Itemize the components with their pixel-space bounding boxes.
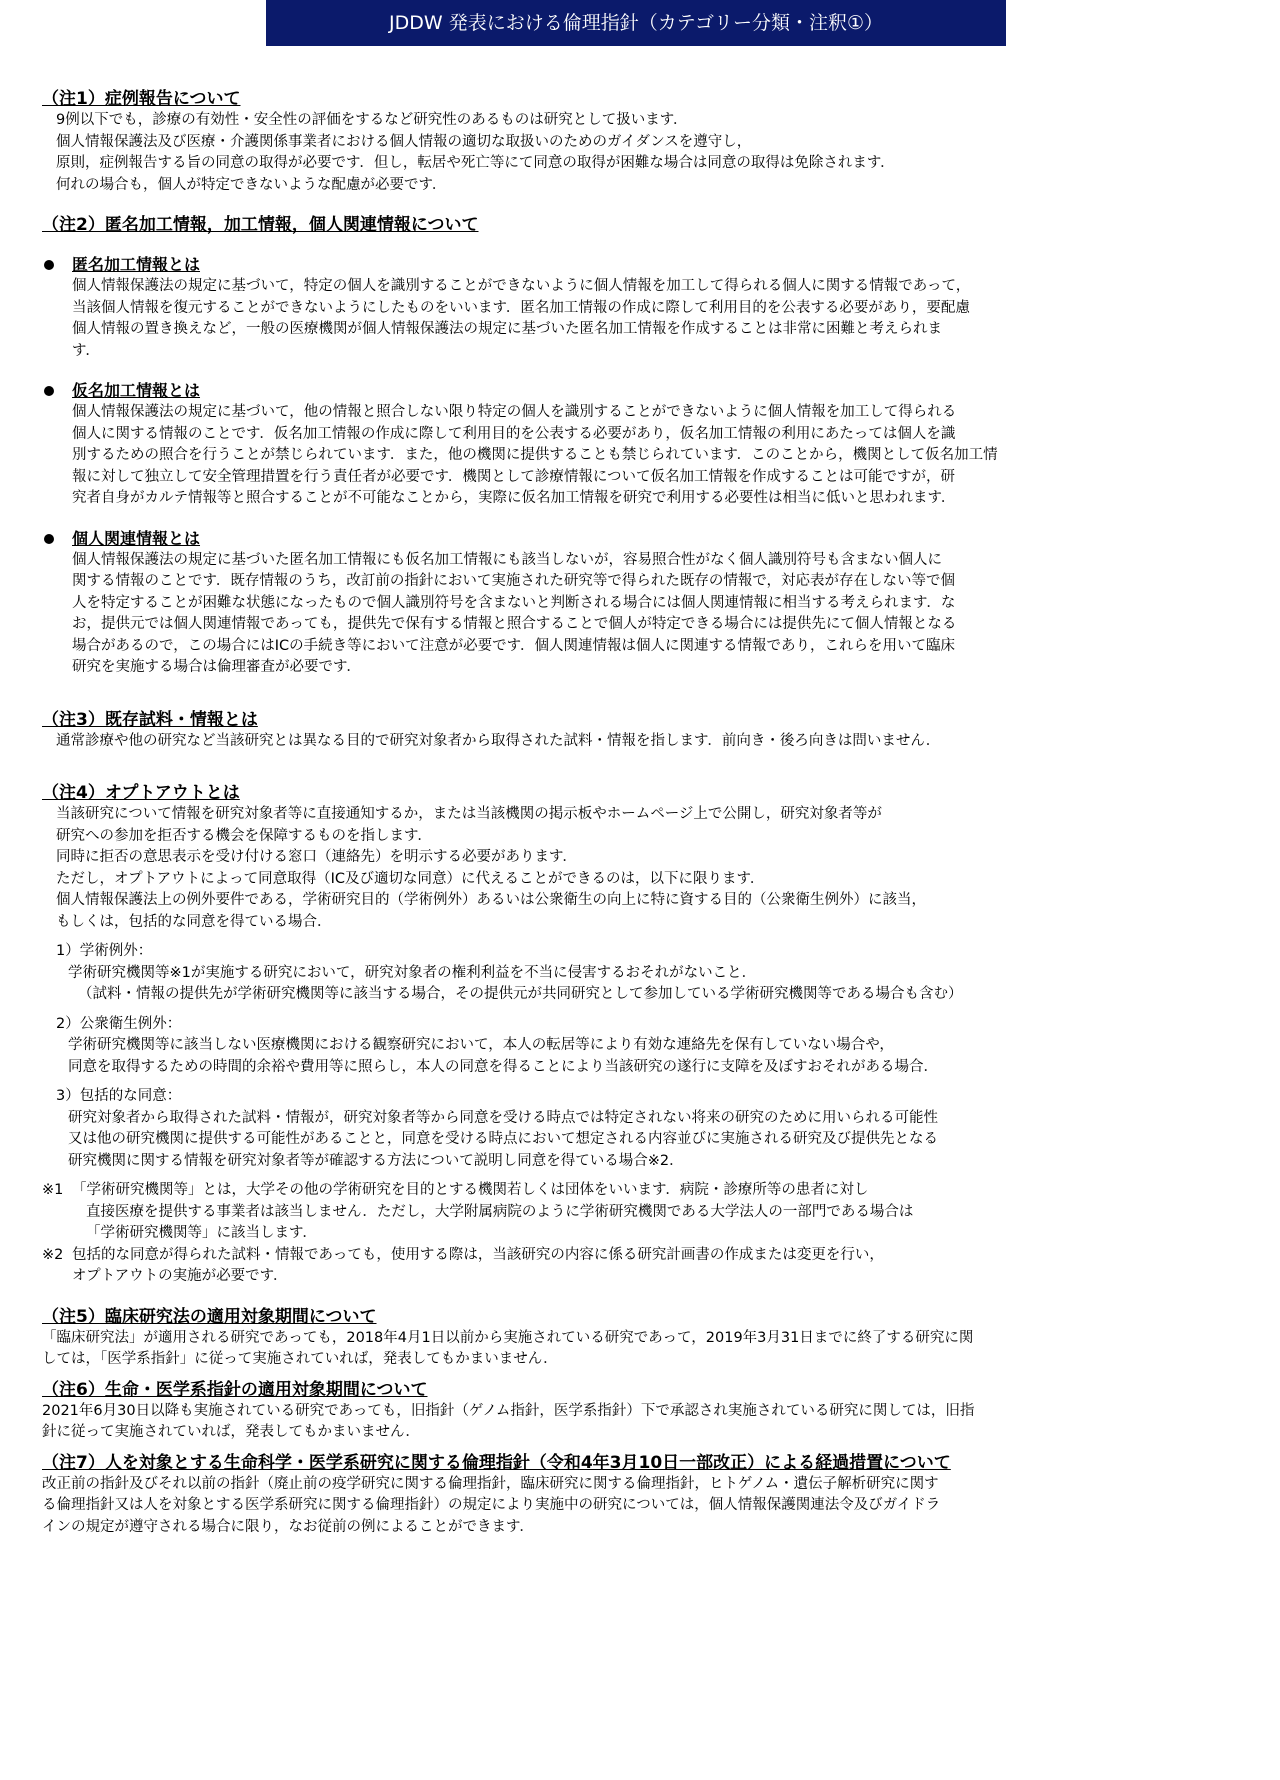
note-2-section bbox=[42, 214, 1252, 679]
note-6-section bbox=[42, 1379, 1252, 1444]
note-1-line: 個人情報保護法及び医療・介護関係事業者における個人情報の適切な取扱いのためのガイダンスを遵守し， bbox=[56, 133, 752, 150]
note-1-line: 9例以下でも，診療の有効性・安全性の評価をするなど研究性のあるものは研究として扱います． bbox=[56, 112, 688, 128]
note-2-item-line: 研究を実施する場合は倫理審査が必要です． bbox=[72, 659, 361, 675]
bullet-icon bbox=[44, 260, 54, 270]
note-2-item-related bbox=[42, 528, 1252, 679]
note-4-line: ただし，オプトアウトによって同意取得（IC及び適切な同意）に代えることができるのは，以下に限ります． bbox=[56, 870, 765, 887]
note-7-line: る倫理指針又は人を対象とする医学系研究に関する倫理指針）の規定により実施中の研究については，個人情報保護関連法令及びガイドラ bbox=[42, 1497, 941, 1513]
note-7-line: インの規定が遵守される場合に限り，なお従前の例によることができます． bbox=[42, 1518, 534, 1535]
note-4-case-line: 研究対象者から取得された試料・情報が，研究対象者等から同意を受ける時点では特定されない将来の研究のために用いられる可能性 bbox=[68, 1109, 938, 1126]
note-5-heading: （注5）臨床研究法の適用対象期間について bbox=[42, 1306, 377, 1327]
note-6-line: 2021年6月30日以降も実施されている研究であっても，旧指針（ゲノム指針，医学系指針）下で承認され実施されている研究に関しては，旧指 bbox=[42, 1402, 975, 1419]
note-2-item-line: 関する情報のことです．既存情報のうち，改訂前の指針において実施された研究等で得られた既存の情報で，対応表が存在しない等で個 bbox=[72, 573, 956, 589]
note-4-line: 個人情報保護法上の例外要件である，学術研究目的（学術例外）あるいは公衆衛生の向上に特に資する目的（公衆衛生例外）に該当， bbox=[56, 892, 926, 908]
footnote-line: 「学術研究機関等」に該当します． bbox=[86, 1225, 317, 1241]
note-7-section bbox=[42, 1452, 1252, 1539]
footnote-line: 直接医療を提供する事業者は該当しません．ただし，大学附属病院のように学術研究機関である大学法人の一部門である場合は bbox=[86, 1203, 914, 1220]
note-4-case-line: 又は他の研究機関に提供する可能性があることと，同意を受ける時点において想定される内容並びに実施される研究及び提供先となる bbox=[68, 1131, 938, 1147]
note-6-heading: （注6）生命・医学系指針の適用対象期間について bbox=[42, 1379, 428, 1400]
note-4-heading: （注4）オプトアウトとは bbox=[42, 783, 240, 803]
note-2-item-title: 仮名加工情報とは bbox=[72, 381, 201, 400]
note-2-item-title: 匿名加工情報とは bbox=[72, 255, 201, 274]
note-1-section bbox=[42, 88, 1252, 196]
note-1-line: 何れの場合も，個人が特定できないような配慮が必要です． bbox=[56, 176, 447, 193]
note-2-item-title: 個人関連情報とは bbox=[72, 528, 201, 548]
notes-content bbox=[42, 88, 1252, 1538]
footnote-line: オプトアウトの実施が必要です． bbox=[72, 1268, 288, 1284]
bullet-icon bbox=[44, 386, 54, 396]
bullet-icon bbox=[44, 534, 54, 544]
note-4-case-line: 学術研究機関等に該当しない医療機関における観察研究において，本人の転居等により有効な連絡先を保有していない場合や， bbox=[68, 1037, 894, 1053]
note-2-item-line: 人を特定することが困難な状態になったもので個人識別符号を含まないと判断される場合には個人関連情報に相当する考えられます．な bbox=[72, 594, 956, 611]
note-2-item-line: 個人情報保護法の規定に基づいて，特定の個人を識別することができないように個人情報を加工して得られる個人に関する情報であって， bbox=[72, 278, 971, 294]
note-3-heading: （注3）既存試料・情報とは bbox=[42, 709, 258, 730]
note-4-case-line: 学術研究機関等※1が実施する研究において，研究対象者の権利利益を不当に侵害するおそれがないこと． bbox=[68, 964, 757, 981]
note-5-section bbox=[42, 1306, 1252, 1371]
footnote-mark: ※2 bbox=[42, 1246, 64, 1263]
note-1-line: 原則，症例報告する旨の同意の取得が必要です．但し，転居や死亡等にて同意の取得が困難な場合は同意の取得は免除されます． bbox=[56, 155, 895, 171]
note-4-case-broad-consent bbox=[42, 1086, 1252, 1172]
note-4-line: 研究への参加を拒否する機会を保障するものを指します． bbox=[56, 827, 432, 844]
note-4-section bbox=[42, 782, 1252, 1288]
note-4-line: もしくは，包括的な同意を得ている場合． bbox=[56, 913, 332, 930]
note-2-item-line: 究者自身がカルテ情報等と照合することが不可能なことから，実際に仮名加工情報を研究で利用する必要性は相当に低いと思われます． bbox=[72, 490, 956, 506]
note-7-heading: （注7）人を対象とする生命科学・医学系研究に関する倫理指針（令和4年3月10日一部改正）による経過措置について bbox=[42, 1452, 951, 1473]
note-4-case-line: （試料・情報の提供先が学術研究機関等に該当する場合，その提供元が共同研究として参加している学術研究機関等である場合も含む） bbox=[78, 986, 963, 1002]
note-2-item-line: 個人情報保護法の規定に基づいた匿名加工情報にも仮名加工情報にも該当しないが，容易照合性がなく個人識別符号も含まない個人に bbox=[72, 551, 942, 568]
note-2-item-line: 個人に関する情報のことです．仮名加工情報の作成に際して利用目的を公表する必要があり，仮名加工情報の利用にあたっては個人を識 bbox=[72, 425, 956, 442]
note-2-item-line: 別するための照合を行うことが禁じられています．また，他の機関に提供することも禁じられています．このことから，機関として仮名加工情 bbox=[72, 447, 998, 463]
footnote-mark: ※1 bbox=[42, 1182, 64, 1198]
note-4-case-academic bbox=[42, 941, 1252, 1006]
note-2-item-line: 場合があるので，この場合にはICの手続き等において注意が必要です．個人関連情報は個人に関連する情報であり，これらを用いて臨床 bbox=[72, 637, 955, 654]
note-4-footnote-1 bbox=[42, 1180, 1252, 1245]
footnote-line: 「学術研究機関等」とは，大学その他の学術研究を目的とする機関若しくは団体をいいます．病院・診療所等の患者に対し bbox=[72, 1182, 869, 1198]
note-3-line: 通常診療や他の研究など当該研究とは異なる目的で研究対象者から取得された試料・情報を指します．前向き・後ろ向きは問いません． bbox=[56, 732, 941, 749]
note-1-heading: （注1）症例報告について bbox=[42, 89, 241, 109]
note-2-item-line: 当該個人情報を復元することができないようにしたものをいいます．匿名加工情報の作成に際して利用目的を公表する必要があり，要配慮 bbox=[72, 299, 970, 316]
note-4-case-label: 1）学術例外： bbox=[56, 943, 153, 959]
note-5-line: 「臨床研究法」が適用される研究であっても，2018年4月1日以前から実施されている研究であって，2019年3月31日までに終了する研究に関 bbox=[42, 1329, 974, 1346]
note-5-line: しては，「医学系指針」に従って実施されていれば，発表してもかまいません． bbox=[42, 1351, 558, 1367]
note-4-line: 当該研究について情報を研究対象者等に直接通知するか，または当該機関の掲示板やホームページ上で公開し，研究対象者等が bbox=[56, 806, 882, 822]
note-4-line: 同時に拒否の意思表示を受け付ける窓口（連絡先）を明示する必要があります． bbox=[56, 849, 577, 865]
note-4-footnote-2 bbox=[42, 1245, 1252, 1288]
note-2-item-line: 個人情報保護法の規定に基づいて，他の情報と照合しない限り特定の個人を識別することができないように個人情報を加工して得られる bbox=[72, 404, 957, 420]
note-4-case-label: 3）包括的な同意： bbox=[56, 1088, 182, 1104]
page-title: JDDW 発表における倫理指針（カテゴリー分類・注釈①） bbox=[266, 0, 1006, 46]
note-6-line: 針に従って実施されていれば，発表してもかまいません． bbox=[42, 1424, 420, 1440]
note-4-case-label: 2）公衆衛生例外： bbox=[56, 1015, 182, 1032]
note-2-heading: （注2）匿名加工情報，加工情報，個人関連情報について bbox=[42, 215, 479, 235]
note-2-item-line: お，提供元では個人関連情報であっても，提供先で保有する情報と照合することで個人が特定できる場合には提供先にて個人情報となる bbox=[72, 616, 957, 632]
note-7-line: 改正前の指針及びそれ以前の指針（廃止前の疫学研究に関する倫理指針，臨床研究に関する倫理指針，ヒトゲノム・遺伝子解析研究に関す bbox=[42, 1475, 939, 1492]
note-4-case-line: 研究機関に関する情報を研究対象者等が確認する方法について説明し同意を得ている場合※2． bbox=[68, 1152, 684, 1169]
note-4-case-line: 同意を取得するための時間的余裕や費用等に照らし，本人の同意を得ることにより当該研究の遂行に支障を及ぼすおそれがある場合． bbox=[68, 1058, 938, 1075]
note-2-item-line: 個人情報の置き換えなど，一般の医療機関が個人情報保護法の規定に基づいた匿名加工情報を作成することは非常に困難と考えられま bbox=[72, 321, 942, 337]
note-2-item-pseudonymized bbox=[42, 380, 1252, 510]
note-3-section bbox=[42, 709, 1252, 753]
note-2-item-anonymized bbox=[42, 254, 1252, 362]
note-2-item-line: 報に対して独立して安全管理措置を行う責任者が必要です．機関として診療情報について仮名加工情報を作成することは可能ですが，研 bbox=[72, 468, 956, 485]
note-2-item-line: す． bbox=[72, 342, 100, 359]
footnote-line: 包括的な同意が得られた試料・情報であっても，使用する際は，当該研究の内容に係る研究計画書の作成または変更を行い， bbox=[72, 1246, 884, 1263]
note-4-case-public-health bbox=[42, 1014, 1252, 1079]
